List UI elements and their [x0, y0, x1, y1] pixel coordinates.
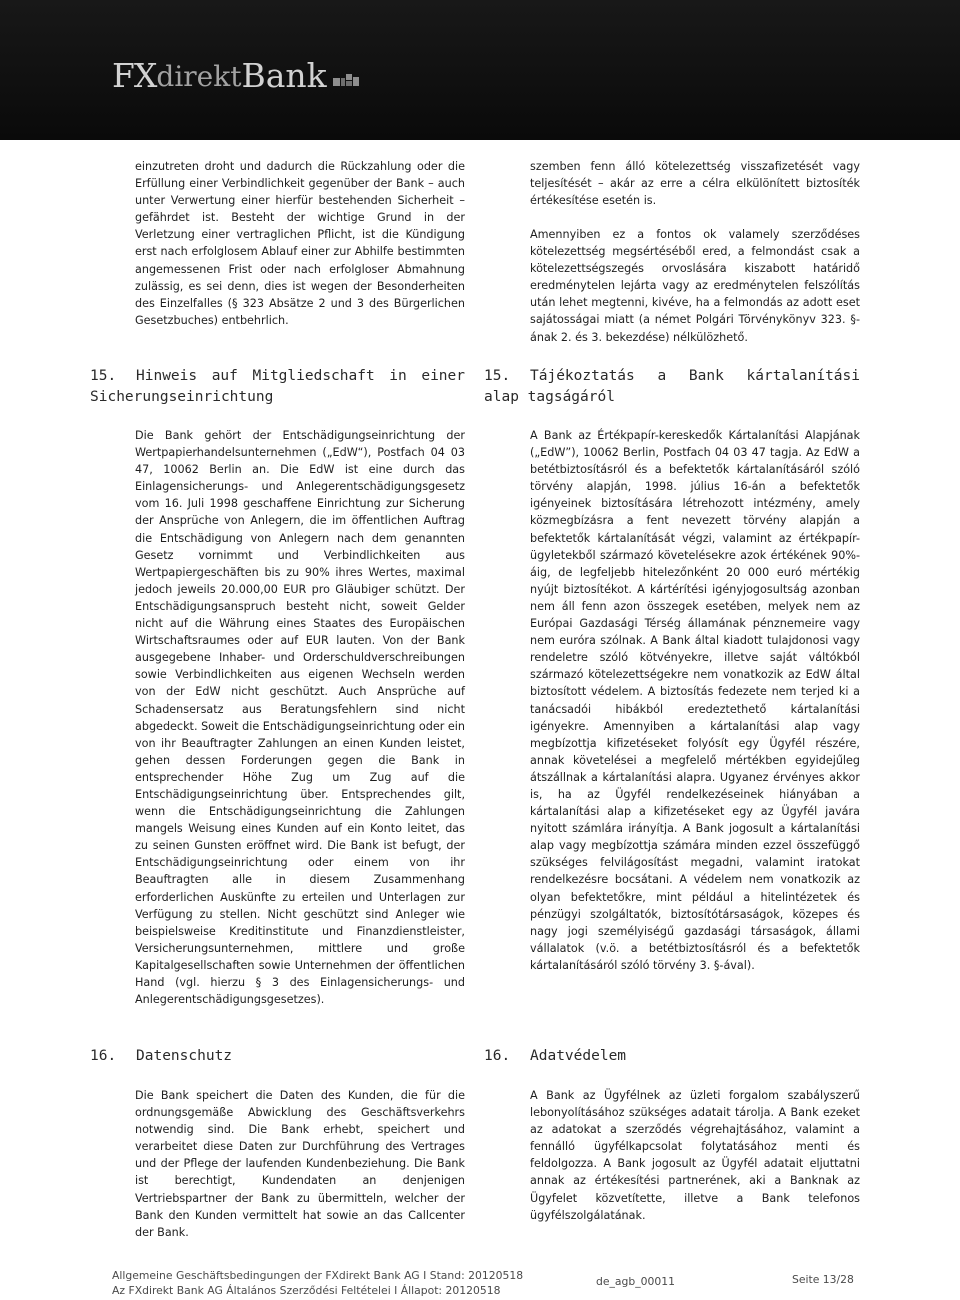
logo-fx: FX — [112, 56, 157, 95]
footer-line-de: Allgemeine Geschäftsbedingungen der FXdirekt Bank AG I Stand: 20120518 — [112, 1269, 524, 1282]
hu-section-15-body: A Bank az Értékpapír-kereskedők Kártalanítási Alapjának („EdW”), 10062 Berlin, Postfach 04 03 47 tagja. Az EdW a betétbiztosításról és a befektetők kártalanításáról szóló törvény alapján, 1998. július 16-án a befektetők igényeinek biztosítására létrehozott intézmény, amely közmegbízásra a fent nevezett törvény alapján a befektetők kártalanítását végzi, valamint az értékpapír-ügyletekből származó követelésekre azok értékének 90%-áig, de legfeljebb hitelezőnként 20 000 euró mértékig nyújt biztosítékot. A kártérítési igényjogosultság azonban nem áll fenn azon összegek esetében, melyek nem az Európai Gazdasági Térség államának pénznemeire vagy nem euróra szólnak. A Bank által kiadott tulajdonosi vagy rendeletre szóló kötvényekre, illetve saját váltókból származó kötelezettségekre nem vonatkozik az EdW által biztosított védelem. A biztosítás fedezete nem terjed ki a tanácsadói hibákból eredeztethető kártalanítási igényekre. Amennyiben a kártalanítási alap vagy megbízottja kifizetéseket folyósít egy Ügyfél részére, annak követelései a megfelelő mértékben egyidejűleg átszállnak a kártalanítási alapra. Ugyanez érvényes akkor is, ha az Ügyfél rendelkezéseinek hiányában a kártalanítási alap a kifizetéseket egy az Ügyfél javára nyitott számlára irányítja. A Bank jogosult a kártalanítási alap vagy megbízottja számára minden ezzel összefüggő szükséges felvilágosítást megadni, valamint iratokat rendelkezésre bocsátani. A védelem nem vonatkozik az olyan befektetőkre, mint például a hitelintézetek és pénzügyi szolgáltatók, biztosítótársaságok, közepes és nagy jogi személyiségű gazdasági társaságok, állami vállalatok (v.ö. a betétbiztosításról és a befektetők kártalanításáról szóló törvény 3. §-ával). — [530, 429, 860, 972]
hu-section-15-title: Tájékoztatás a Bank kártalanítási alap tagságáról — [484, 368, 860, 405]
de-section-15-body: Die Bank gehört der Entschädigungseinrichtung der Wertpapierhandelsunternehmen („EdW“), Postfach 04 03 47, 10062 Berlin an. Die EdW ist eine durch das Einlagensicherungs- und Anlegerentschädigungsgesetz vom 16. Juli 1998 geschaffene Einrichtung zur Sicherung der Ansprüche von Anlegern, die im öffentlichen Auftrag die Entschädigung von Anlegern nach dem genannten Gesetz vornimmt und Verbindlichkeiten aus Wertpapiergeschäften bis zu 90% ihres Wertes, maximal jedoch jeweils 20.000,00 EUR pro Gläubiger schützt. Der Entschädigungsanspruch besteht nicht, soweit Gelder nicht auf die Währung eines Staates des Europäischen Wirtschaftsraumes oder auf EUR lauten. Von der Bank ausgegebene Inhaber- und Orderschuldverschreibungen sowie Verbindlichkeiten aus eigenen Wechseln werden von der EdW nicht geschützt. Auch Ansprüche auf Schadensersatz aus Beratungsfehlern sind nicht abgedeckt. Soweit die Entschädigungseinrichtung oder ein von ihr Beauftragter Zahlungen an einen Kunden leistet, gehen dessen Forderungen gegen die Bank in entsprechender Höhe Zug um Zug auf die Entschädigungseinrichtung über. Entsprechendes gilt, wenn die Entschädigungseinrichtung die Zahlungen mangels Weisung eines Kunden auf ein Konto leitet, das zu seinen Gunsten eröffnet wird. Die Bank ist befugt, der Entschädigungseinrichtung oder einem von ihr Beauftragten alle in diesem Zusammenhang erforderlichen Auskünfte zu erteilen und Unterlagen zur Verfügung zu stellen. Nicht geschützt sind Anleger wie beispielsweise Kreditinstitute und Finanzdienstleister, Versicherungsunternehmen, mittlere und große Kapitalgesellschaften sowie Unternehmen der öffentlichen Hand (vgl. hierzu § 3 des Einlagensicherungs- und Anlegerentschädigungsgesetzes). — [135, 429, 465, 1007]
hu-intro-paragraph-2: Amennyiben ez a fontos ok valamely szerződéses kötelezettség megsértéséből ered, a felmondást csak a kötelezettségszegés orvoslására kiszabott határidő eredménytelen lejárta vagy az eredménytelen felszólítás után lehet megtenni, kivéve, ha a felmondás az adott eset sajátosságai miatt (a német Polgári Törvénykönyv 323. §-ának 2. és 3. bekezdése) nélkülözhető. — [530, 228, 860, 344]
footer-doc-id: de_agb_00011 — [596, 1275, 675, 1288]
de-section-15-heading — [90, 366, 465, 408]
de-section-15-number: 15. — [90, 368, 117, 384]
de-section-16-title: Datenschutz — [136, 1048, 233, 1064]
page-footer — [0, 1268, 960, 1300]
logo-bank: Bank — [241, 56, 327, 95]
logo-direkt: direkt — [156, 60, 242, 93]
hu-section-16-body: A Bank az Ügyfélnek az üzleti forgalom szabályszerű lebonyolításához szükséges adatait tárolja. A Bank ezeket az adatokat a szerződés végrehajtásához, valamint a fennálló ügyfélkapcsolat folytatásához menti és feldolgozza. A Bank jogosult az Ügyfél adatait eljuttatni annak az értékesítési partnerének, aki a Banknak az Ügyfelet közvetítette, illetve a Bank telefonos ügyfélszolgálatának. — [530, 1089, 860, 1222]
hu-section-16-heading — [484, 1046, 860, 1067]
hu-section-15-heading — [484, 366, 860, 408]
logo-squares-icon — [333, 74, 359, 86]
de-section-16-number: 16. — [90, 1048, 117, 1064]
de-section-16-heading — [90, 1046, 465, 1067]
hu-intro-paragraph-1: szemben fenn álló kötelezettség visszafizetését vagy teljesítését – akár az erre a célra elkülönített biztosíték értékesítése esetén is. — [530, 160, 860, 208]
hu-section-16-number: 16. — [484, 1048, 511, 1064]
hu-section-15-number: 15. — [484, 368, 511, 384]
hu-section-16-title: Adatvédelem — [530, 1048, 627, 1064]
fxdirekt-bank-logo — [112, 42, 359, 95]
page-header-bar — [0, 0, 960, 140]
footer-line-hu: Az FXdirekt Bank AG Általános Szerződési Feltételei I Állapot: 20120518 — [112, 1284, 501, 1297]
footer-page-number: Seite 13/28 — [792, 1273, 854, 1286]
de-intro-paragraph: einzutreten droht und dadurch die Rückzahlung oder die Erfüllung einer Verbindlichkeit gegenüber der Bank – auch unter Verwertung einer hierfür bestehenden Sicherheit – gefährdet ist. Besteht der wichtige Grund in der Verletzung einer vertraglichen Pflicht, ist die Kündigung erst nach erfolglosem Ablauf einer zur Abhilfe bestimmten angemessenen Frist oder nach erfolgloser Abmahnung zulässig, es sei denn, dies ist wegen der Besonderheiten des Einzelfalles (§ 323 Absätze 2 und 3 des Bürgerlichen Gesetzbuches) entbehrlich. — [135, 160, 465, 327]
de-section-16-body: Die Bank speichert die Daten des Kunden, die für die ordnungsgemäße Abwicklung des Geschäftsverkehrs notwendig sind. Die Bank erhebt, speichert und verarbeitet diese Daten zur Durchführung des Vertrages und der Pflege der laufenden Kundenbeziehung. Die Bank ist berechtigt, Kundendaten an denjenigen Vertriebspartner der Bank zu übermitteln, welcher der Bank den Kunden vermittelt hat sowie an das Callcenter der Bank. — [135, 1089, 465, 1239]
de-section-15-title: Hinweis auf Mitgliedschaft in einer Sicherungseinrichtung — [90, 368, 465, 405]
